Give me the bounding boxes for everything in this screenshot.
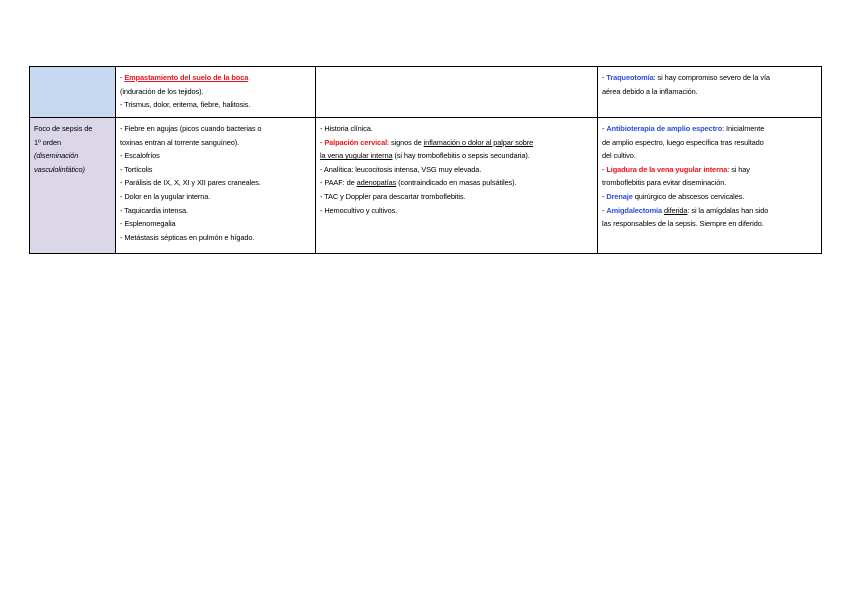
diagnostico-cell [316, 118, 598, 254]
row-label-note: vasculolinfático) [34, 164, 85, 174]
clinica-cell [116, 118, 316, 254]
cell-text-line [602, 163, 818, 177]
cell-text-line [120, 190, 312, 204]
text-segment: Amigdalectomía [606, 205, 663, 215]
cell-text-line [602, 85, 818, 99]
text-segment: quirúrgico de abscesos cervicales. [632, 191, 745, 201]
text-segment: : Inicialmente [722, 124, 765, 133]
cell-text-line [120, 217, 312, 231]
text-segment: la vena yugular interna [320, 151, 393, 161]
text-segment: diferida [663, 205, 688, 215]
row-label-line: Foco de sepsis de [34, 124, 93, 133]
text-segment: - Escalofríos [120, 151, 160, 161]
text-segment: : si hay compromiso severo de la vía [653, 73, 770, 82]
text-segment: Empastamiento del suelo de la boca [124, 73, 249, 82]
text-segment: - Hemocultivo y cultivos. [320, 205, 398, 215]
tratamiento-cell [598, 118, 822, 254]
cell-text-line [120, 163, 312, 177]
text-segment: - [602, 124, 607, 133]
text-segment: (si hay tromboflebitis o sepsis secundaria). [392, 151, 530, 161]
cell-text-line [120, 176, 312, 190]
row-label-line: 1º orden [34, 137, 61, 147]
row-label-note: (diseminación [34, 151, 79, 161]
cell-text-line [120, 204, 312, 218]
cell-text-line [602, 204, 818, 218]
text-segment: toxinas entran al torrente sanguíneo). [120, 137, 240, 147]
table-row [30, 67, 822, 118]
cell-text-line [320, 204, 594, 218]
text-segment: - TAC y Doppler para descartar tromboflebitis. [320, 191, 466, 201]
text-segment: - Metástasis sépticas en pulmón e hígado. [120, 232, 255, 242]
text-segment: las responsables de la sepsis. Siempre en diferido. [602, 219, 764, 229]
text-segment: Ligadura de la vena yugular interna [606, 164, 728, 174]
text-segment: Drenaje [606, 191, 633, 201]
cell-text-line [120, 71, 312, 85]
text-segment: - [602, 205, 607, 215]
text-segment: : si hay [727, 164, 750, 174]
clinical-table [29, 66, 822, 254]
text-segment: - [602, 164, 607, 174]
text-segment: Traqueotomía [606, 73, 654, 82]
text-segment: del cultivo. [602, 151, 636, 161]
text-segment: - Historia clínica. [320, 124, 373, 133]
text-segment: : si la amígdalas han sido [687, 205, 769, 215]
text-segment: (induración de los tejidos). [120, 86, 204, 96]
cell-text-line [320, 122, 594, 136]
cell-text-line [602, 176, 818, 190]
text-segment: - Taquicardia intensa. [120, 205, 188, 215]
row-label-cell [30, 67, 116, 118]
text-segment: adenopatías [356, 178, 397, 188]
tratamiento-cell [598, 67, 822, 118]
cell-text-line [120, 136, 312, 150]
text-segment: Antibioterapia de amplio espectro [606, 124, 723, 133]
cell-text-line [320, 136, 594, 150]
cell-text-line [602, 190, 818, 204]
cell-text-line [120, 231, 312, 245]
text-segment: - PAAF: de [320, 178, 357, 188]
cell-text-line [320, 149, 594, 163]
diagnostico-cell [316, 67, 598, 118]
text-segment: tromboflebitis para evitar diseminación. [602, 178, 727, 188]
text-segment: de amplio espectro, luego específica tras resultado [602, 137, 764, 147]
cell-text-line [602, 122, 818, 136]
text-segment: Palpación cervical [324, 137, 388, 147]
cell-text-line [120, 85, 312, 99]
text-segment: - Esplenomegalia [120, 219, 176, 229]
text-segment: inflamación o dolor al palpar sobre [423, 137, 534, 147]
text-segment: (contraindicado en masas pulsátiles). [396, 178, 517, 188]
cell-text-line [120, 98, 312, 112]
text-segment: - [602, 191, 607, 201]
text-segment: - [120, 73, 125, 82]
table-row [30, 118, 822, 254]
cell-text-line [602, 217, 818, 231]
cell-text-line [602, 136, 818, 150]
cell-text-line [320, 163, 594, 177]
text-segment: - Fiebre en agujas (picos cuando bacterias o [120, 124, 262, 133]
clinica-cell [116, 67, 316, 118]
text-segment: - [602, 73, 607, 82]
text-segment: - Tortícolis [120, 164, 153, 174]
cell-text-line [602, 149, 818, 163]
text-segment: - Analítica: leucocitosis intensa, VSG muy elevada. [320, 164, 482, 174]
cell-text-line [320, 176, 594, 190]
text-segment: - Dolor en la yugular interna. [120, 191, 211, 201]
row-label-cell [30, 118, 116, 254]
cell-text-line [120, 149, 312, 163]
text-segment: - Parálisis de IX, X, XI y XII pares craneales. [120, 178, 261, 188]
cell-text-line [602, 71, 818, 85]
text-segment: - [320, 137, 325, 147]
text-segment: aérea debido a la inflamación. [602, 86, 698, 96]
text-segment: - Trismus, dolor, eritema, fiebre, halitosis. [120, 100, 251, 110]
cell-text-line [120, 122, 312, 136]
cell-text-line [320, 190, 594, 204]
text-segment: : signos de [387, 137, 424, 147]
